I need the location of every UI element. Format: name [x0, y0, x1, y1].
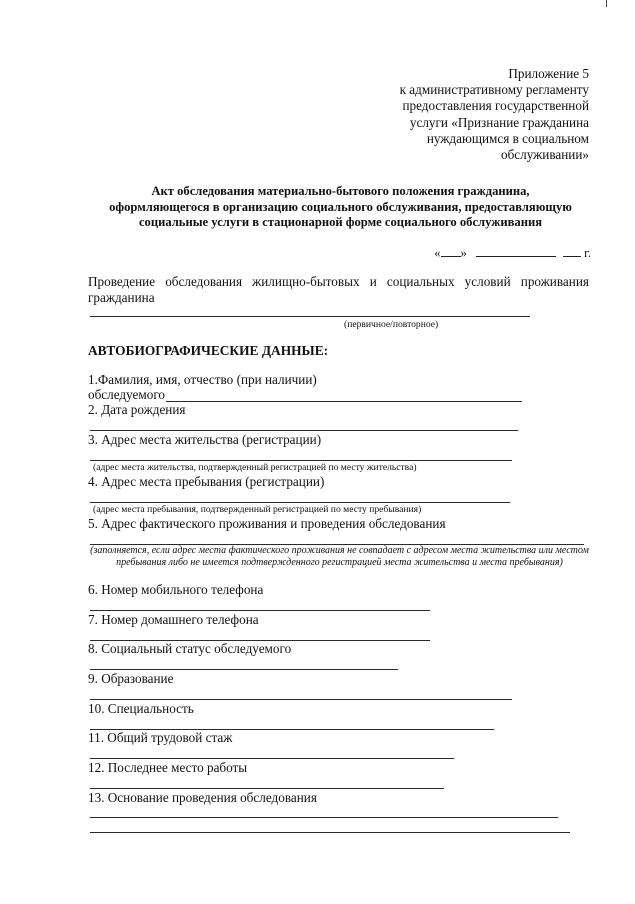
intro-word: жилищно-бытовых [252, 274, 360, 289]
work-experience-label: 11. Общий трудовой стаж [88, 730, 233, 745]
day-blank[interactable] [441, 245, 461, 257]
scan-edge-mark [606, 0, 607, 7]
intro-line-2: гражданина [88, 289, 155, 305]
intro-word: условий [464, 274, 511, 289]
title-line: оформляющегося в организацию социального обслуживания, предоставляющую [109, 199, 572, 214]
inspection-intro [88, 274, 589, 305]
inspection-basis-line-1[interactable] [90, 817, 558, 818]
appendix-line: к административному регламенту [399, 82, 589, 98]
intro-word: проживания [520, 274, 589, 289]
stay-address-caption: (адрес места пребывания, подтвержденный регистрацией по месту пребывания) [93, 504, 422, 515]
full-name-label: 1.Фамилия, имя, отчество (при наличии) [88, 372, 317, 387]
section-title: АВТОБИОГРАФИЧЕСКИЕ ДАННЫЕ: [88, 343, 329, 358]
residence-address-label: 3. Адрес места жительства (регистрации) [88, 432, 322, 447]
intro-word: и [369, 274, 377, 289]
full-name-label-cont: обследуемого [88, 387, 166, 402]
intro-word: обследования [165, 274, 243, 289]
title-line: Акт обследования материально-бытового положения гражданина, [151, 184, 530, 198]
date-open-quote: « [434, 246, 441, 260]
stay-address-label: 4. Адрес места пребывания (регистрации) [88, 474, 325, 489]
inspection-type-caption: (первичное/повторное) [344, 319, 439, 330]
social-status-line[interactable] [90, 669, 398, 670]
actual-address-label: 5. Адрес фактического проживания и проведения обследования [88, 516, 446, 531]
inspection-type-line[interactable] [90, 316, 530, 317]
appendix-line: предоставления государственной [402, 98, 589, 114]
title-line: социальные услуги в стационарной форме социального обслуживания [138, 215, 543, 229]
inspection-basis-line-2[interactable] [90, 832, 570, 833]
month-blank[interactable] [476, 245, 556, 257]
last-workplace-label: 12. Последнее место работы [88, 760, 248, 775]
appendix-line: обслуживании» [501, 147, 589, 163]
date-field [434, 245, 591, 261]
appendix-line: нуждающимся в социальном [426, 130, 589, 146]
intro-word: социальных [386, 274, 455, 289]
date-close-quote: » [460, 246, 467, 260]
birth-date-line[interactable] [90, 430, 518, 431]
stay-address-line[interactable] [90, 502, 510, 503]
year-blank[interactable] [563, 245, 581, 257]
actual-address-note: (заполняется, если адрес места фактического проживания не совпадает с адресом места жительства или местом пребывания либо не имеется подтвержденного регистрацией места жительства и места пребывания) [90, 545, 589, 569]
social-status-label: 8. Социальный статус обследуемого [88, 641, 292, 656]
education-line[interactable] [90, 699, 512, 700]
document-title [88, 184, 593, 231]
inspection-basis-label: 13. Основание проведения обследования [88, 790, 317, 805]
specialty-label: 10. Специальность [88, 701, 194, 716]
birth-date-label: 2. Дата рождения [88, 402, 186, 417]
intro-word: Проведение [88, 274, 156, 289]
full-name-line[interactable] [166, 401, 522, 402]
appendix-header [400, 66, 589, 163]
appendix-line: услуги «Признание гражданина [409, 114, 589, 130]
mobile-phone-line[interactable] [90, 610, 430, 611]
mobile-phone-label: 6. Номер мобильного телефона [88, 582, 264, 597]
residence-address-caption: (адрес места жительства, подтвержденный регистрацией по месту жительства) [93, 462, 417, 473]
year-suffix: г. [584, 246, 591, 260]
education-label: 9. Образование [88, 671, 174, 686]
last-workplace-line[interactable] [90, 788, 444, 789]
work-experience-line[interactable] [90, 758, 454, 759]
residence-address-line[interactable] [90, 460, 512, 461]
appendix-line: Приложение 5 [508, 66, 589, 81]
home-phone-label: 7. Номер домашнего телефона [88, 612, 259, 627]
